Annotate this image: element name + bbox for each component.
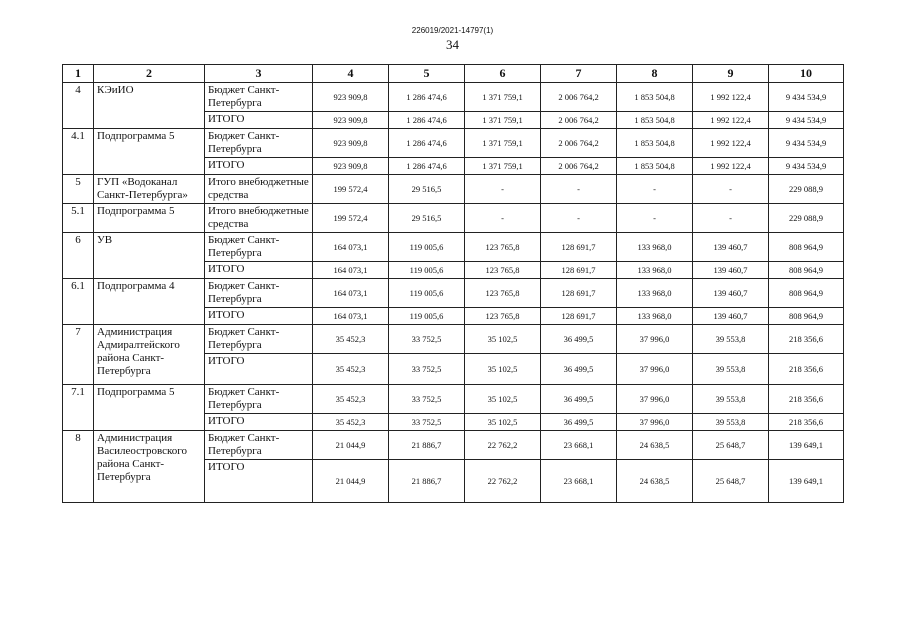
year-value: 35 452,3 <box>313 325 389 354</box>
year-value: 1 853 504,8 <box>617 158 693 175</box>
row-number: 4 <box>63 83 94 129</box>
year-value: 2 006 764,2 <box>541 83 617 112</box>
year-value: 2 006 764,2 <box>541 158 617 175</box>
table-row <box>63 83 844 112</box>
year-value: 119 005,6 <box>389 279 465 308</box>
year-value: 36 499,5 <box>541 385 617 414</box>
column-number-row <box>63 65 844 83</box>
year-value: 23 668,1 <box>541 431 617 460</box>
funding-source: Итого внебюджетные средства <box>205 175 313 204</box>
year-value: 123 765,8 <box>465 262 541 279</box>
total-value: 9 434 534,9 <box>769 158 844 175</box>
page-number: 34 <box>446 37 459 52</box>
total-value: 808 964,9 <box>769 279 844 308</box>
column-header: 10 <box>769 65 844 83</box>
year-value: 1 371 759,1 <box>465 83 541 112</box>
year-value: 123 765,8 <box>465 233 541 262</box>
column-header: 1 <box>63 65 94 83</box>
executor-name: Подпрограмма 5 <box>94 385 205 431</box>
year-value: 119 005,6 <box>389 308 465 325</box>
year-value: 164 073,1 <box>313 262 389 279</box>
year-value: 128 691,7 <box>541 279 617 308</box>
year-value: 923 909,8 <box>313 83 389 112</box>
year-value: 1 371 759,1 <box>465 129 541 158</box>
total-value: 9 434 534,9 <box>769 129 844 158</box>
total-value: 808 964,9 <box>769 308 844 325</box>
column-header: 3 <box>205 65 313 83</box>
total-value: 218 356,6 <box>769 354 844 385</box>
year-value: 33 752,5 <box>389 385 465 414</box>
year-value: 119 005,6 <box>389 262 465 279</box>
year-value: 37 996,0 <box>617 354 693 385</box>
year-value: 21 886,7 <box>389 431 465 460</box>
year-value: 33 752,5 <box>389 354 465 385</box>
funding-source: Итого внебюджетные средства <box>205 204 313 233</box>
year-value: 24 638,5 <box>617 460 693 503</box>
year-value: - <box>617 204 693 233</box>
document-id: 226019/2021-14797(1) <box>411 26 494 35</box>
year-value: - <box>693 175 769 204</box>
year-value: 128 691,7 <box>541 308 617 325</box>
year-value: 1 286 474,6 <box>389 83 465 112</box>
year-value: - <box>465 204 541 233</box>
total-value: 139 649,1 <box>769 460 844 503</box>
table-row <box>63 175 844 204</box>
total-value: 229 088,9 <box>769 204 844 233</box>
year-value: 1 853 504,8 <box>617 112 693 129</box>
year-value: 36 499,5 <box>541 414 617 431</box>
funding-source: ИТОГО <box>205 354 313 385</box>
year-value: 1 992 122,4 <box>693 112 769 129</box>
row-number: 7 <box>63 325 94 385</box>
year-value: - <box>617 175 693 204</box>
year-value: 37 996,0 <box>617 325 693 354</box>
year-value: 21 886,7 <box>389 460 465 503</box>
year-value: 1 992 122,4 <box>693 129 769 158</box>
year-value: 21 044,9 <box>313 431 389 460</box>
row-number: 4.1 <box>63 129 94 175</box>
year-value: 164 073,1 <box>313 233 389 262</box>
funding-source: ИТОГО <box>205 112 313 129</box>
row-number: 8 <box>63 431 94 503</box>
year-value: 35 452,3 <box>313 354 389 385</box>
year-value: 923 909,8 <box>313 112 389 129</box>
year-value: 923 909,8 <box>313 158 389 175</box>
funding-source: Бюджет Санкт-Петербурга <box>205 279 313 308</box>
funding-source: ИТОГО <box>205 460 313 503</box>
year-value: 1 992 122,4 <box>693 158 769 175</box>
funding-source: ИТОГО <box>205 308 313 325</box>
year-value: 1 853 504,8 <box>617 83 693 112</box>
year-value: 1 371 759,1 <box>465 158 541 175</box>
funding-source: Бюджет Санкт-Петербурга <box>205 233 313 262</box>
year-value: - <box>541 204 617 233</box>
row-number: 6 <box>63 233 94 279</box>
year-value: 139 460,7 <box>693 233 769 262</box>
year-value: 35 102,5 <box>465 385 541 414</box>
total-value: 139 649,1 <box>769 431 844 460</box>
year-value: 25 648,7 <box>693 431 769 460</box>
total-value: 9 434 534,9 <box>769 83 844 112</box>
table-row <box>63 204 844 233</box>
year-value: 36 499,5 <box>541 354 617 385</box>
total-value: 218 356,6 <box>769 385 844 414</box>
year-value: 29 516,5 <box>389 175 465 204</box>
executor-name: Подпрограмма 5 <box>94 129 205 175</box>
year-value: 35 102,5 <box>465 325 541 354</box>
total-value: 229 088,9 <box>769 175 844 204</box>
year-value: 22 762,2 <box>465 431 541 460</box>
funding-source: ИТОГО <box>205 414 313 431</box>
year-value: 139 460,7 <box>693 279 769 308</box>
year-value: 128 691,7 <box>541 262 617 279</box>
executor-name: УВ <box>94 233 205 279</box>
year-value: 164 073,1 <box>313 279 389 308</box>
year-value: 35 452,3 <box>313 414 389 431</box>
row-number: 6.1 <box>63 279 94 325</box>
total-value: 808 964,9 <box>769 262 844 279</box>
year-value: 923 909,8 <box>313 129 389 158</box>
funding-source: ИТОГО <box>205 262 313 279</box>
funding-source: ИТОГО <box>205 158 313 175</box>
year-value: 199 572,4 <box>313 175 389 204</box>
total-value: 218 356,6 <box>769 414 844 431</box>
year-value: 33 752,5 <box>389 414 465 431</box>
year-value: 199 572,4 <box>313 204 389 233</box>
year-value: 39 553,8 <box>693 354 769 385</box>
year-value: 119 005,6 <box>389 233 465 262</box>
row-number: 5 <box>63 175 94 204</box>
table-row <box>63 129 844 158</box>
year-value: 123 765,8 <box>465 279 541 308</box>
year-value: 123 765,8 <box>465 308 541 325</box>
year-value: 139 460,7 <box>693 308 769 325</box>
table-row <box>63 279 844 308</box>
year-value: 37 996,0 <box>617 385 693 414</box>
table-row <box>63 385 844 414</box>
total-value: 9 434 534,9 <box>769 112 844 129</box>
year-value: 133 968,0 <box>617 262 693 279</box>
column-header: 5 <box>389 65 465 83</box>
table-row <box>63 325 844 354</box>
funding-source: Бюджет Санкт-Петербурга <box>205 129 313 158</box>
column-header: 6 <box>465 65 541 83</box>
year-value: 139 460,7 <box>693 262 769 279</box>
year-value: 1 286 474,6 <box>389 129 465 158</box>
column-header: 8 <box>617 65 693 83</box>
year-value: 39 553,8 <box>693 325 769 354</box>
year-value: 21 044,9 <box>313 460 389 503</box>
row-number: 7.1 <box>63 385 94 431</box>
year-value: 39 553,8 <box>693 385 769 414</box>
year-value: 25 648,7 <box>693 460 769 503</box>
year-value: 22 762,2 <box>465 460 541 503</box>
table-row <box>63 431 844 460</box>
total-value: 218 356,6 <box>769 325 844 354</box>
year-value: 37 996,0 <box>617 414 693 431</box>
year-value: 1 992 122,4 <box>693 83 769 112</box>
column-header: 2 <box>94 65 205 83</box>
year-value: 39 553,8 <box>693 414 769 431</box>
executor-name: Подпрограмма 4 <box>94 279 205 325</box>
executor-name: КЭиИО <box>94 83 205 129</box>
funding-source: Бюджет Санкт-Петербурга <box>205 385 313 414</box>
executor-name: Подпрограмма 5 <box>94 204 205 233</box>
year-value: 128 691,7 <box>541 233 617 262</box>
column-header: 4 <box>313 65 389 83</box>
executor-name: ГУП «Водоканал Санкт-Петербурга» <box>94 175 205 204</box>
year-value: 35 452,3 <box>313 385 389 414</box>
year-value: 29 516,5 <box>389 204 465 233</box>
year-value: 133 968,0 <box>617 233 693 262</box>
year-value: 35 102,5 <box>465 414 541 431</box>
year-value: - <box>693 204 769 233</box>
year-value: 23 668,1 <box>541 460 617 503</box>
year-value: 33 752,5 <box>389 325 465 354</box>
year-value: 36 499,5 <box>541 325 617 354</box>
executor-name: Администрация Адмиралтейского района Санкт-Петербурга <box>94 325 205 385</box>
year-value: 1 853 504,8 <box>617 129 693 158</box>
year-value: 2 006 764,2 <box>541 112 617 129</box>
budget-table <box>62 64 844 503</box>
column-header: 9 <box>693 65 769 83</box>
row-number: 5.1 <box>63 204 94 233</box>
executor-name: Администрация Василеостровского района Санкт-Петербурга <box>94 431 205 503</box>
year-value: - <box>465 175 541 204</box>
year-value: 1 371 759,1 <box>465 112 541 129</box>
year-value: 133 968,0 <box>617 308 693 325</box>
year-value: - <box>541 175 617 204</box>
year-value: 1 286 474,6 <box>389 158 465 175</box>
year-value: 1 286 474,6 <box>389 112 465 129</box>
year-value: 164 073,1 <box>313 308 389 325</box>
funding-source: Бюджет Санкт-Петербурга <box>205 431 313 460</box>
year-value: 133 968,0 <box>617 279 693 308</box>
table-row <box>63 233 844 262</box>
funding-source: Бюджет Санкт-Петербурга <box>205 325 313 354</box>
column-header: 7 <box>541 65 617 83</box>
funding-source: Бюджет Санкт-Петербурга <box>205 83 313 112</box>
year-value: 35 102,5 <box>465 354 541 385</box>
year-value: 2 006 764,2 <box>541 129 617 158</box>
total-value: 808 964,9 <box>769 233 844 262</box>
table-body <box>63 83 844 503</box>
year-value: 24 638,5 <box>617 431 693 460</box>
